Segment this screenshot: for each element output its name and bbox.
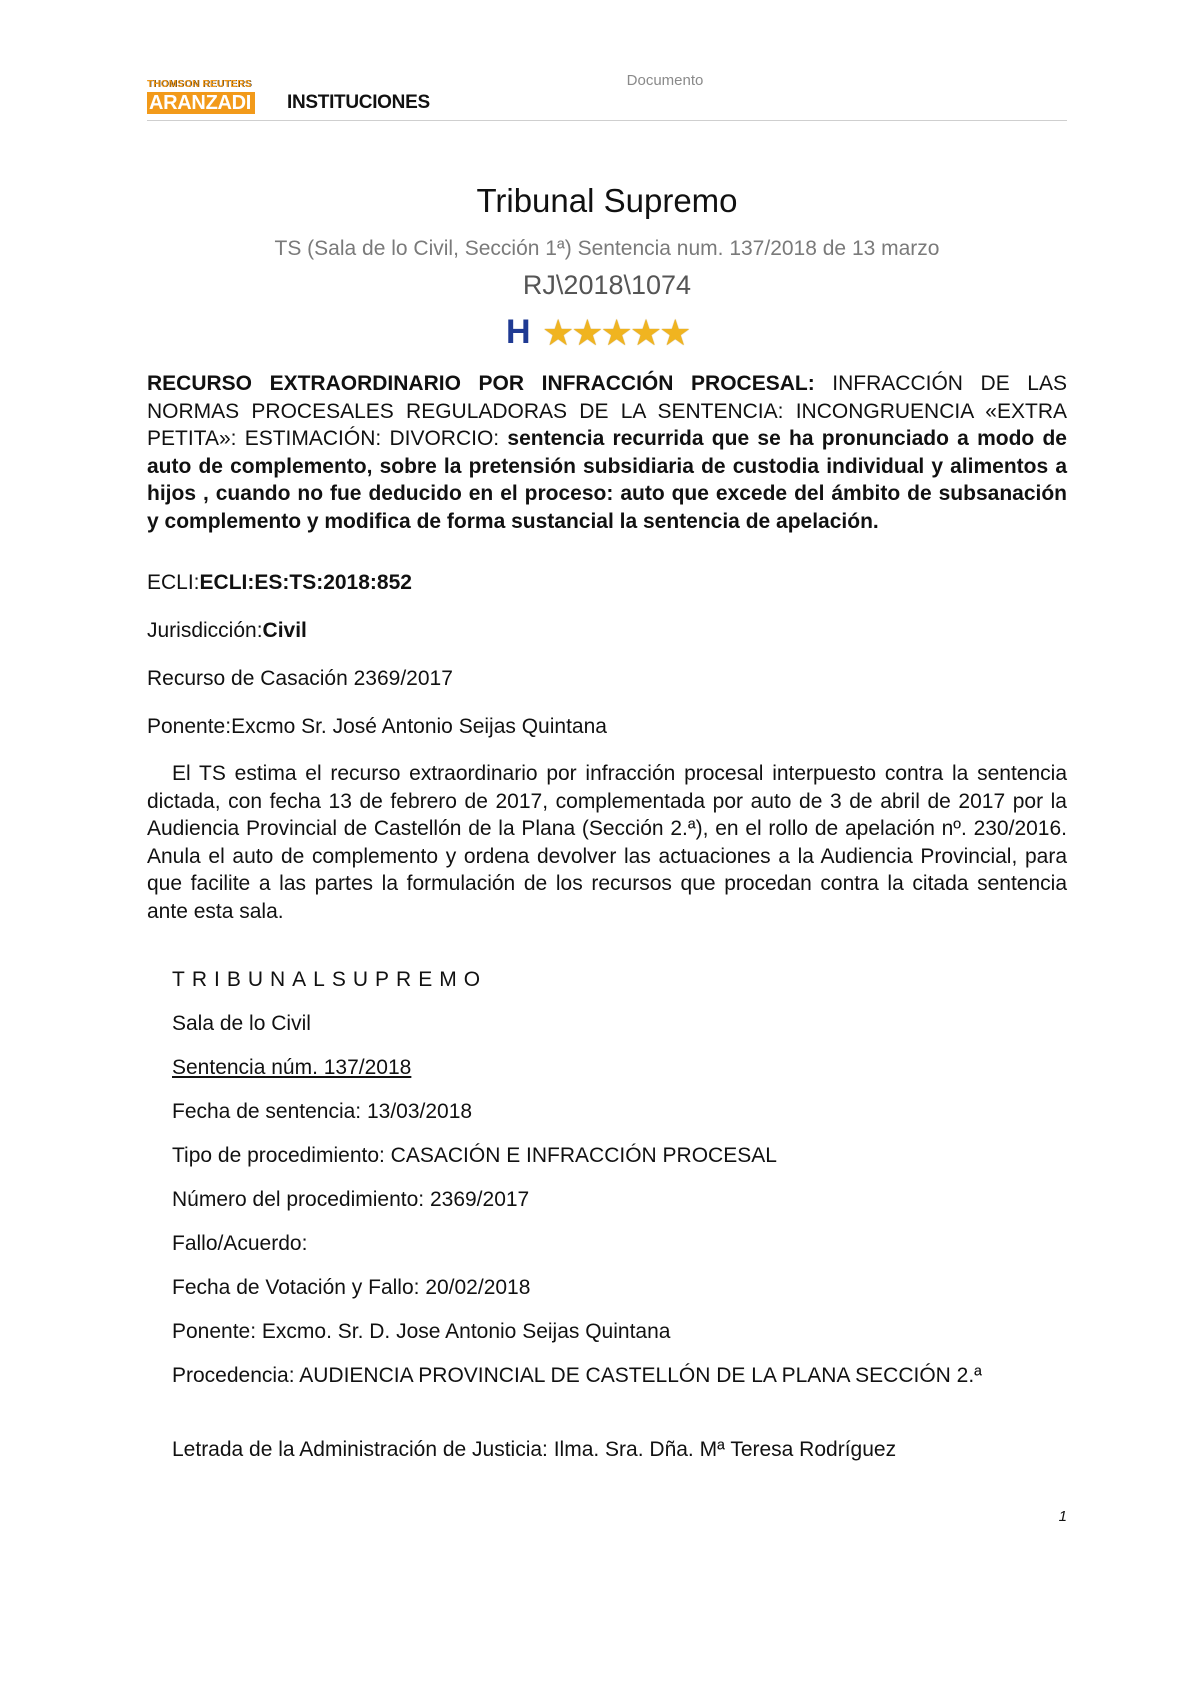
rating-letter: H: [506, 313, 531, 351]
court-heading: TRIBUNALSUPREMO: [172, 968, 488, 991]
procedure-type-line: Tipo de procedimiento: CASACIÓN E INFRACCIÓN PROCESAL: [172, 1144, 777, 1167]
sentence-number-line: [172, 1055, 1067, 1081]
summary-lead: RECURSO EXTRAORDINARIO POR INFRACCIÓN PROCESAL:: [147, 372, 815, 395]
ruling-line: Fallo/Acuerdo:: [172, 1232, 308, 1255]
brand-logo: ARANZADI: [147, 92, 255, 114]
relevance-rating: [506, 312, 706, 355]
jurisdiction-label: Jurisdicción:: [147, 619, 263, 642]
appeal-line: Recurso de Casación 2369/2017: [147, 667, 453, 690]
page-number: 1: [1058, 1508, 1067, 1525]
sala-line: Sala de lo Civil: [172, 1012, 311, 1035]
document-reference: RJ\2018\1074: [522, 270, 692, 300]
summary-tail: sentencia recurrida que se ha pronunciado a modo de auto de complemento, sobre la pretensión subsidiaria de custodia individual y alimentos a hijos , cuando no fue deducido en el proceso: auto que excede del ámbito de subsanación y complemento y modifica de forma sustancial la sentencia de apelación.: [147, 427, 1067, 533]
ecli-label: ECLI:: [147, 571, 200, 594]
rapporteur-detail-line: Ponente: Excmo. Sr. D. Jose Antonio Seijas Quintana: [172, 1320, 671, 1343]
ecli-line: [147, 570, 1067, 596]
procedure-number-line: Número del procedimiento: 2369/2017: [172, 1188, 530, 1211]
jurisdiction-line: [147, 618, 1067, 644]
brand-suffix: INSTITUCIONES: [287, 92, 430, 113]
document-label: Documento: [626, 72, 704, 89]
page-header: [147, 68, 1067, 121]
clerk-line: Letrada de la Administración de Justicia: Ilma. Sra. Dña. Mª Teresa Rodríguez: [172, 1438, 897, 1461]
summary-text: INFRACCIÓN DE LAS NORMAS PROCESALES REGULADORAS DE LA SENTENCIA: INCONGRUENCIA «EXTRA PETITA»: ESTIMACIÓN: DIVORCIO:: [147, 372, 1067, 450]
vote-date-line: Fecha de Votación y Fallo: 20/02/2018: [172, 1276, 531, 1299]
abstract-paragraph: El TS estima el recurso extraordinario por infracción procesal interpuesto contra la sentencia dictada, con fecha 13 de febrero de 2017, complementada por auto de 3 de abril de 2017 por la Audiencia Provincial de Castellón de la Plana (Sección 2.ª), en el rollo de apelación nº. 230/2016. Anula el auto de complemento y ordena devolver las actuaciones a la Audiencia Provincial, para que facilite a las partes la formulación de los recursos que procedan contra la citada sentencia ante esta sala.: [147, 762, 1067, 923]
origin-line: Procedencia: AUDIENCIA PROVINCIAL DE CASTELLÓN DE LA PLANA SECCIÓN 2.ª: [172, 1364, 982, 1387]
sentence-date-line: Fecha de sentencia: 13/03/2018: [172, 1100, 473, 1123]
sentence-number: Sentencia núm. 137/2018: [172, 1056, 412, 1079]
rapporteur-line: Ponente:Excmo Sr. José Antonio Seijas Quintana: [147, 715, 607, 738]
ecli-value: ECLI:ES:TS:2018:852: [199, 571, 412, 594]
case-summary: [147, 370, 1067, 535]
document-subtitle: TS (Sala de lo Civil, Sección 1ª) Sentencia num. 137/2018 de 13 marzo: [274, 237, 940, 260]
document-title: Tribunal Supremo: [476, 182, 738, 219]
star-icon: ★★★★★: [542, 312, 689, 353]
jurisdiction-value: Civil: [262, 619, 307, 642]
publisher-logo-text: THOMSON REUTERS: [147, 79, 252, 90]
